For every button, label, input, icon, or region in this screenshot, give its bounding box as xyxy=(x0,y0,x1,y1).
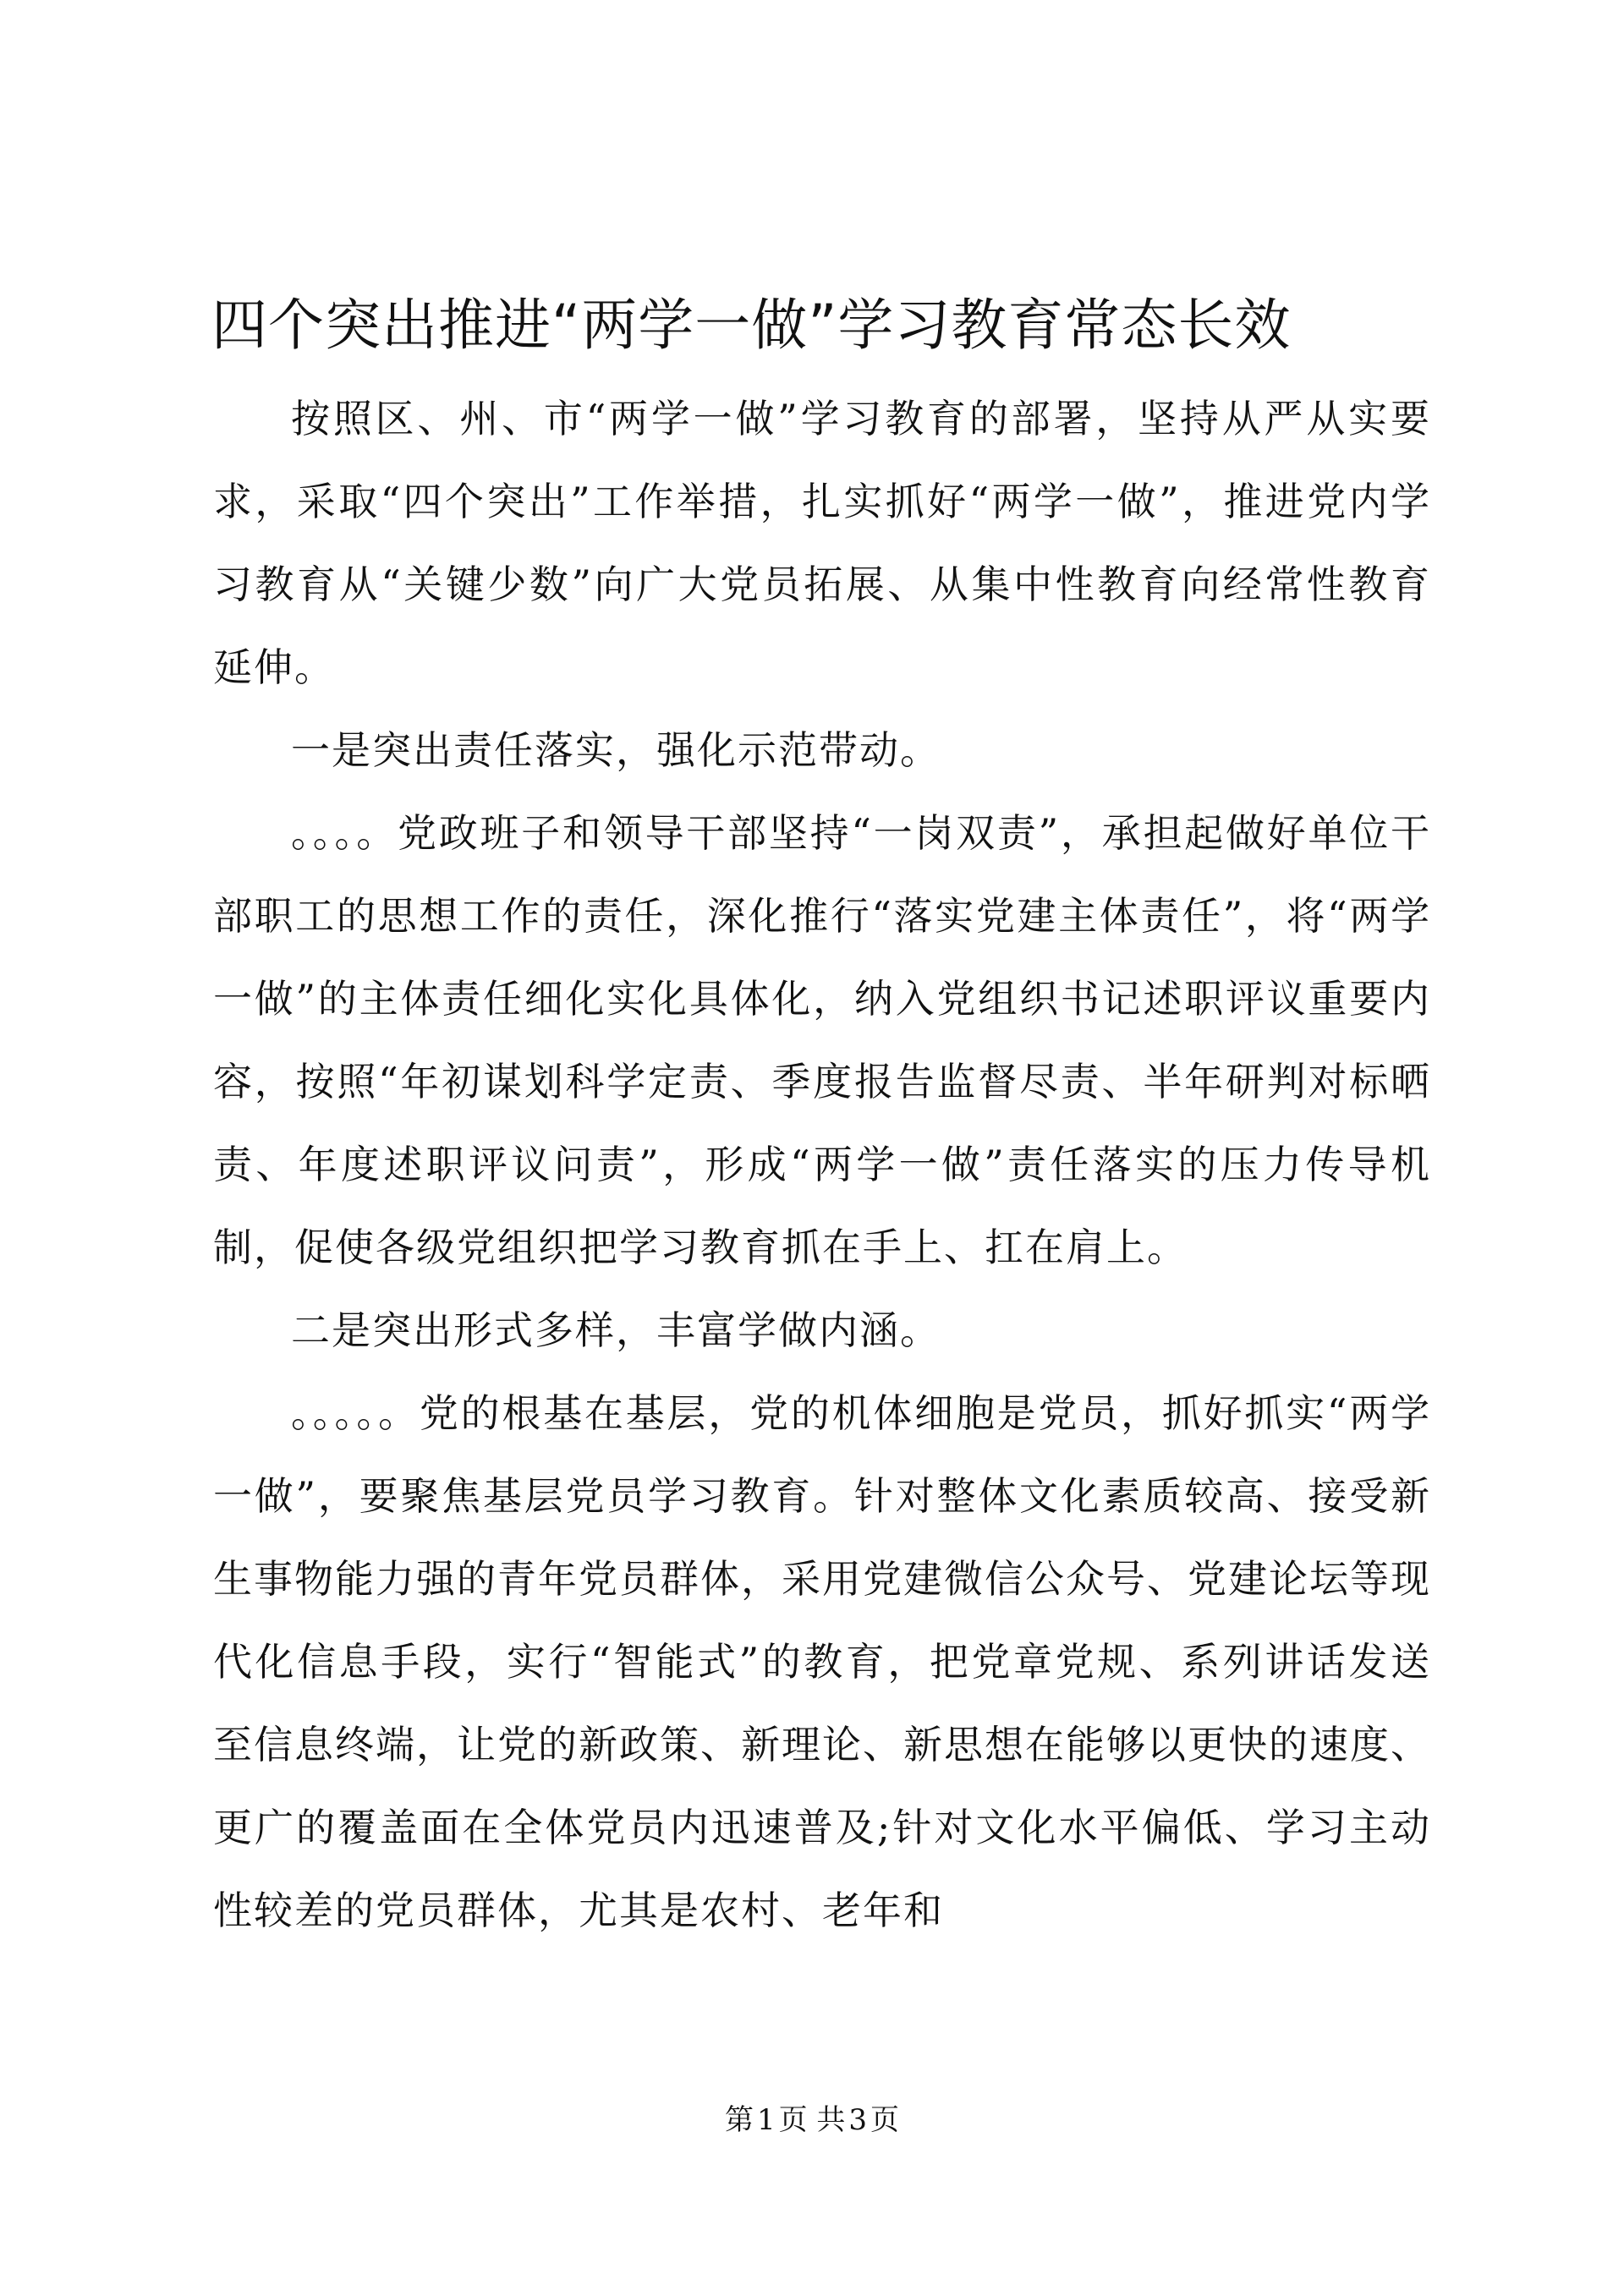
total-page-number: 3 xyxy=(848,2103,868,2137)
paragraph-heading-one: 一是突出责任落实，强化示范带动。 xyxy=(291,727,941,773)
paragraph-intro: 按照区、州、市“两学一做”学习教育的部署，坚持从严从实要求，采取“四个突出”工作举措，扎实抓好“两学一做”，推进党内学习教育从“关键少数”向广大党员拓展、从集中性教育向经常性教育延伸。 xyxy=(213,396,1431,690)
paragraph-diverse-forms: 。。。。。党的根基在基层，党的机体细胞是党员，抓好抓实“两学一做”，要聚焦基层党员学习教育。针对整体文化素质较高、接受新生事物能力强的青年党员群体，采用党建微信公众号、党建论坛等现代化信息手段，实行“智能式”的教育，把党章党规、系列讲话发送至信息终端，让党的新政策、新理论、新思想在能够以更快的速度、更广的覆盖面在全体党员内迅速普及;针对文化水平偏低、学习主动性较差的党员群体，尤其是农村、老年和 xyxy=(213,1390,1431,1933)
paragraph-heading-two: 二是突出形式多样，丰富学做内涵。 xyxy=(291,1307,941,1353)
page-footer xyxy=(0,2099,1624,2141)
current-page-number: 1 xyxy=(756,2103,776,2137)
page-label-prefix: 第 xyxy=(724,2103,754,2137)
paragraph-responsibility: 。。。。党政班子和领导干部坚持“一岗双责”，承担起做好单位干部职工的思想工作的责任，深化推行“落实党建主体责任”，将“两学一做”的主体责任细化实化具体化，纳入党组织书记述职评议重要内容，按照“年初谋划科学定责、季度报告监督尽责、半年研判对标晒责、年度述职评议问责”，形成“两学一做”责任落实的压力传导机制，促使各级党组织把学习教育抓在手上、扛在肩上。 xyxy=(213,810,1431,1270)
page-label-mid: 页 共 xyxy=(778,2103,846,2137)
document-title: 四个突出推进“两学一做”学习教育常态长效 xyxy=(211,293,1292,358)
page-label-suffix: 页 xyxy=(870,2103,900,2137)
document-body xyxy=(213,377,1431,1952)
